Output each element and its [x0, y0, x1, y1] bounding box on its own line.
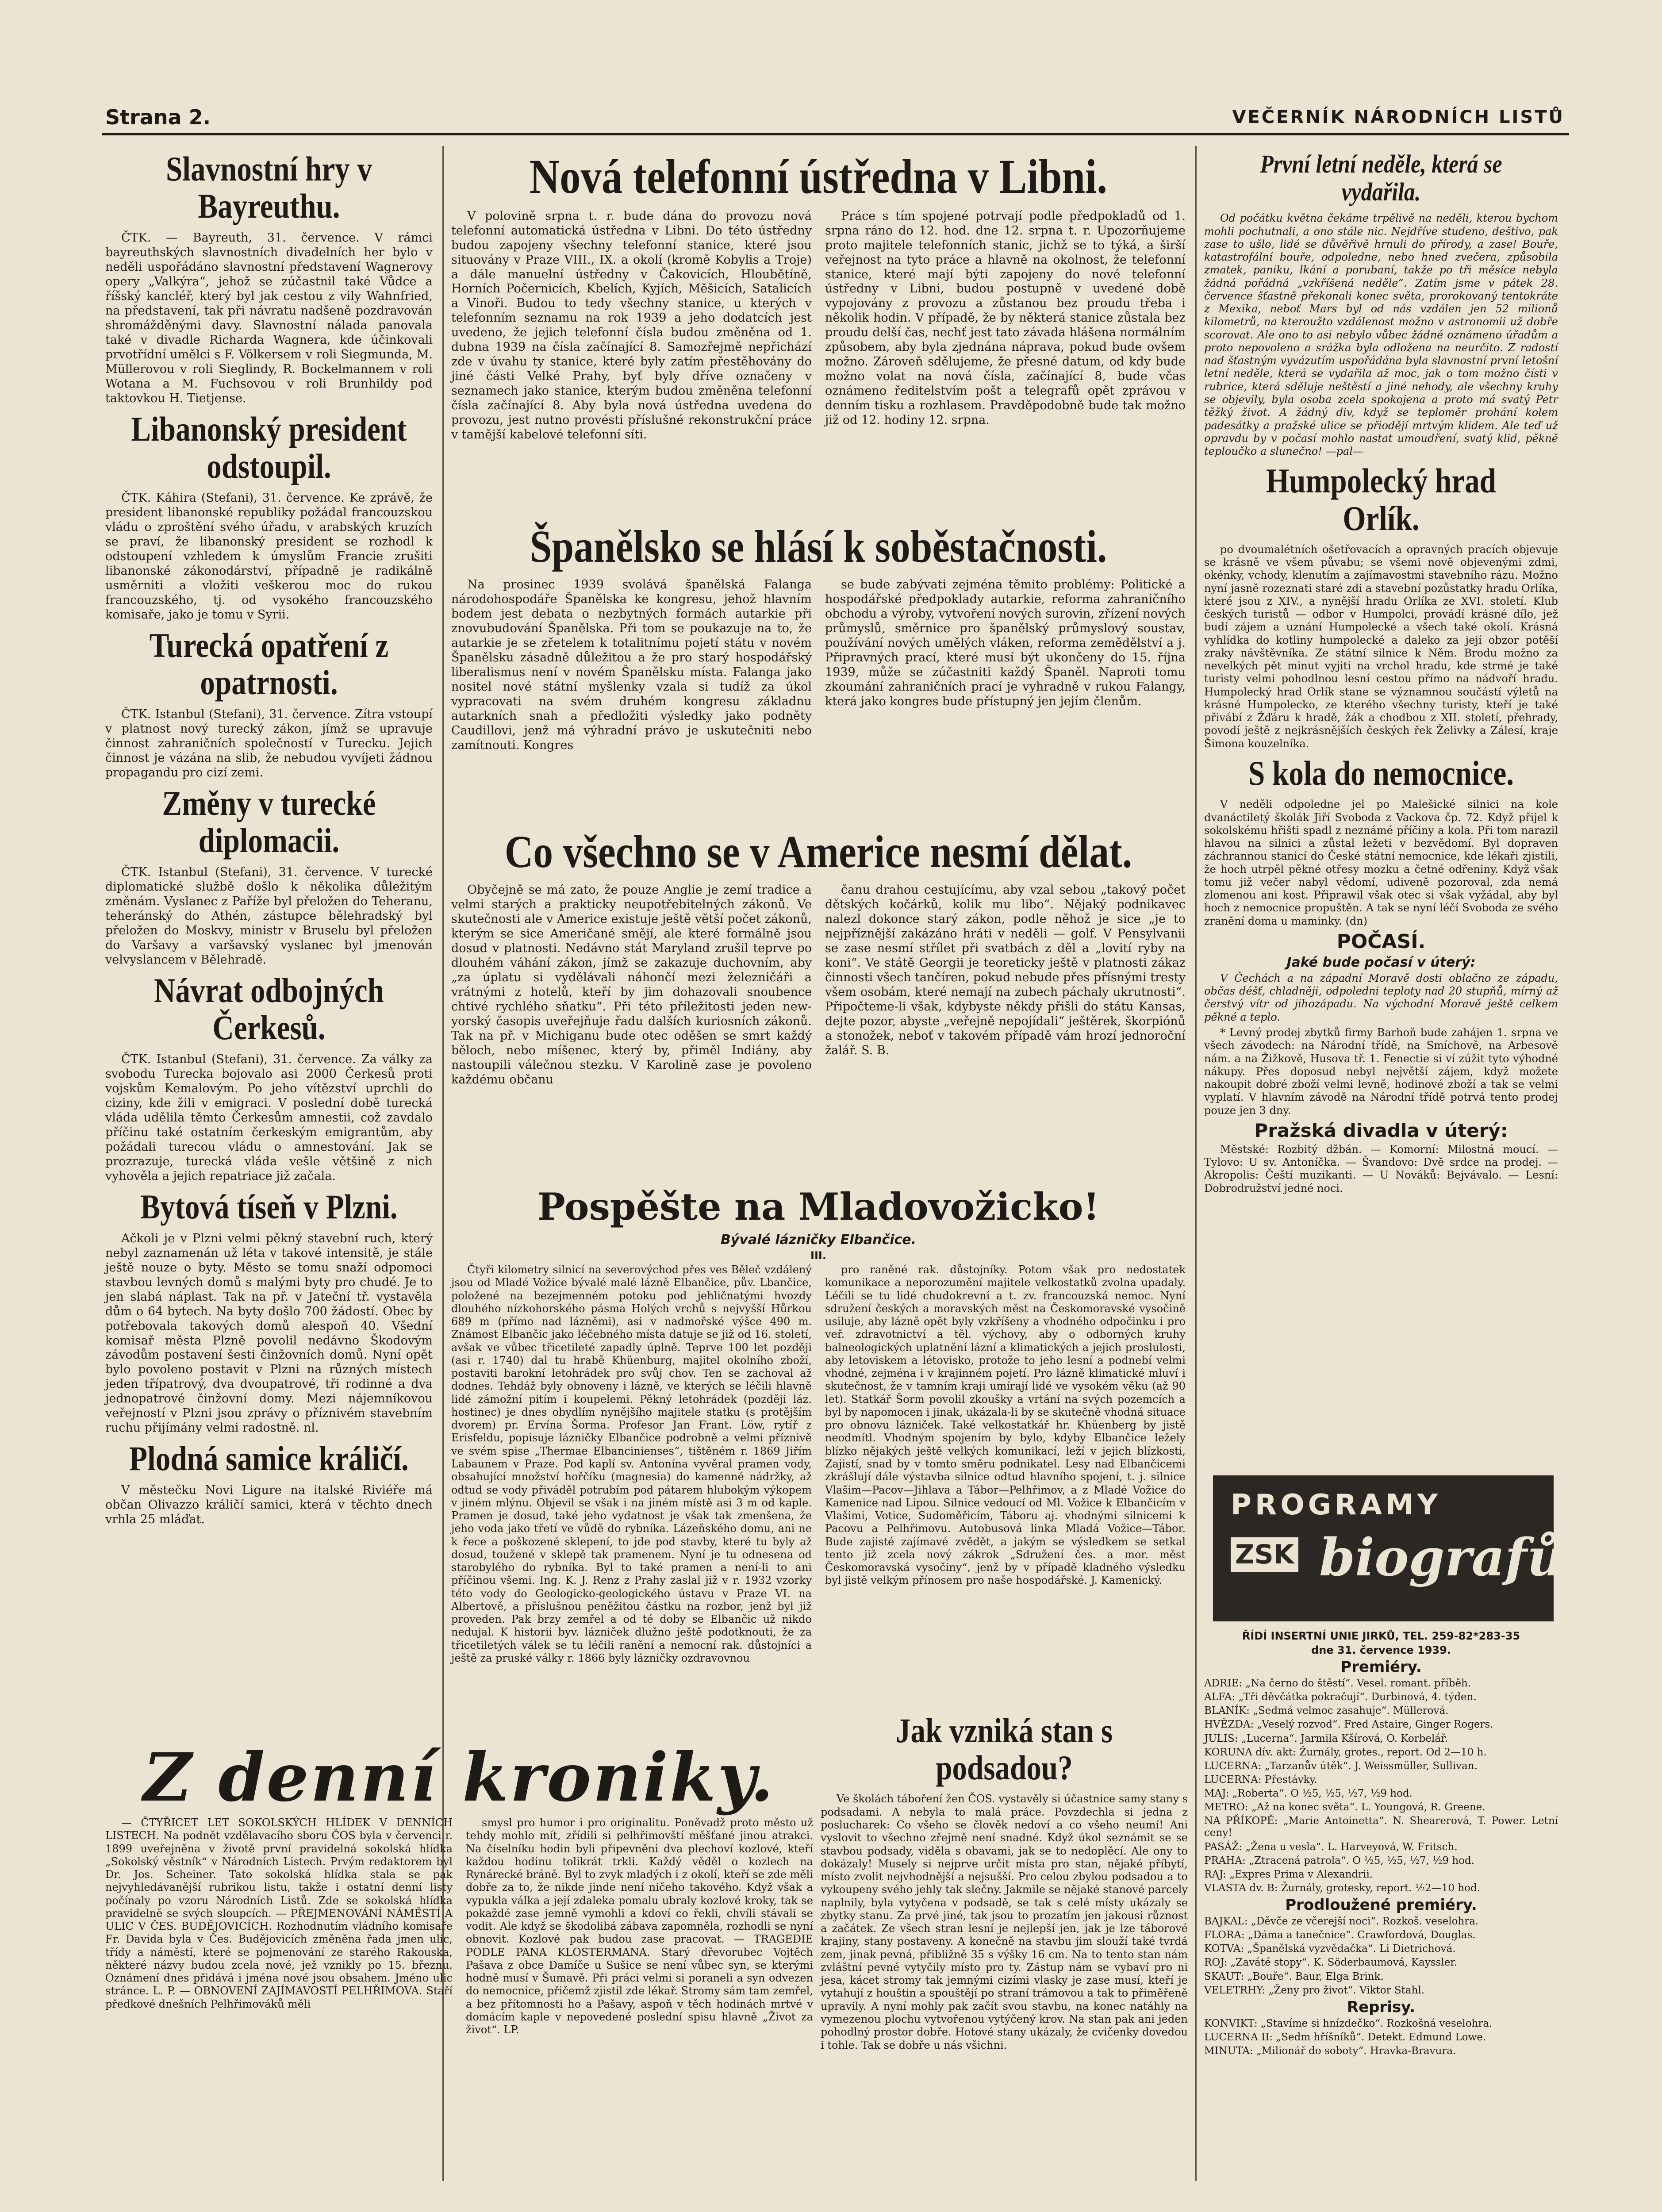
- stan-article: [821, 1708, 1188, 2051]
- headline-spanelsko: Španělsko se hlásí k soběstačnosti.: [530, 521, 1107, 572]
- listing-item: LUCERNA II: „Sedm hříšníků“. Detekt. Edmund Lowe.: [1204, 2031, 1486, 2043]
- listing-item: ADRIE: „Na černo do štěstí“. Vesel. romant. příběh.: [1204, 1678, 1471, 1689]
- listing-item: BAJKAL: „Děvče ze včerejší noci“. Rozkoš. veselohra.: [1204, 1916, 1479, 1927]
- bayreuth-text: ČTK. — Bayreuth, 31. července. V rámci bayreuthských slavnostních divadelních her bylo v neděli uspořádáno slavnostní představení Wagnerovy opery „Valkýra“, jehož se zúčastnil také Vůdce a říšský kancléř, který byl jak cestou z vily Wahnfried, na představení, tak při návratu nadšeně pozdravován shromážděnými davy. Slavnostní nálada panovala také v divadle Richarda Wagnera, kde účinkovali prvotřídní umělci s F. Völkersem v roli Siegmunda, M. Müllerovou v roli Sieglindy, R. Bockelmannem v roli Wotana a M. Fuchsovou v roli Brunhildy pod taktovkou H. Tietjense.: [105, 231, 433, 405]
- ad-line2: biografů: [1319, 1528, 1565, 1588]
- ad-line1: PROGRAMY: [1231, 1489, 1441, 1521]
- spanelsko-article: [451, 518, 1186, 801]
- prodlouzene-list: [1204, 1916, 1558, 1997]
- prodlouzene-title: Prodloužené premiéry.: [1285, 1896, 1477, 1914]
- kino-listing: [1204, 1628, 1558, 2212]
- listing-item: ALFA: „Tři děvčátka pokračují“. Durbinová, 4. týden.: [1204, 1691, 1477, 1703]
- biografy-ad: [1213, 1475, 1565, 1621]
- zdenni-text-b: smysl pro humor i pro originalitu. Poněvadž proto město už tehdy mohlo mít, zřídili si pelhřimovští měšťané jinou atrakci. Na číselníku hodin byli připevněni dva plechoví kozlové, kteří každou hodinu tolikrát trkli. Každý věděl o kozlech na Rynárecké bráně. Byl to zvyk mladých i z okolí, kteří se zde měli dobře za to, že nikde jinde není ničeho takového. Když však a vypukla válka a její zdaleka pomalu ubraly kozlové kroky, tak se pokaždé zase jemně vymohli a kdoví co řekli, chvíli stávali se vodit. Ale když se škodolibá zábava zapomněla, rozhodli se nyní obnovit. Kozlové pak budou zase pracovat. — TRAGEDIE PODLE PANA KLOSTERMANA. Starý dřevorubec Vojtěch Pašava z obce Damíče u Sušice se není vůbec syn, se kterými hodně musí v Šumavě. Při práci velmi si poraneli a syn odvezen do nemocnice, přičemž zjistil zde lékař. Stromy sám tam zemřel, a bez přítomnosti ho a Pašavy, aspoň v těch hodinách mrtvé v domácím kaple v nepovedené poslední spisu hlavně „Život za život“. LP.: [466, 1816, 813, 2036]
- levny-text: * Levný prodej zbytků firmy Barhoň bude zahájen 1. srpna ve všech závodech: na Národní třídě, na Smíchově, na Arbesově nám. a na Žižkově, Husova tř. 1. Fenectie si ví zúžit tyto výhodné nákupy. Přes doposud nebyl největší zájem, když možete nakoupit dobré zboží velmi levně, hodinové zboží a tak se velmi vyplatí. V hlavním závodě na Národní třídě potrvá tento prodej pouze jen 3 dny.: [1204, 1026, 1558, 1117]
- masthead: VEČERNÍK NÁRODNÍCH LISTŮ: [1232, 107, 1565, 127]
- listing-item: KOTVA: „Španělská vyzvědačka“. Li Dietrichová.: [1204, 1943, 1456, 1955]
- header-rule: [102, 133, 1569, 135]
- listing-item: SKAUT: „Bouře“. Baur, Elga Brink.: [1204, 1970, 1384, 1982]
- ad-logo: ZSK: [1231, 1537, 1298, 1572]
- listing-item: HVĚZDA: „Veselý rozvod“. Fred Astaire, Ginger Rogers.: [1204, 1719, 1493, 1731]
- listing-item: MAJ: „Roberta“. O ½5, ½5, ½7, ½9 hod.: [1204, 1788, 1413, 1799]
- headline-liban: Libanonský president odstoupil.: [131, 409, 407, 485]
- zdenni-article: [105, 1739, 813, 2212]
- listing-item: VLASTA dv. B: Žurnály, grotesky, report. ½2—10 hod.: [1204, 1882, 1481, 1894]
- listing-item: LUCERNA: Přestávky.: [1204, 1774, 1317, 1786]
- headline-plzen: Bytová tíseň v Plzni.: [140, 1187, 398, 1226]
- mladov-text-a: Čtyři kilometry silnicí na severovýchod přes ves Běleč vzdálený jsou od Mladé Vožice bývalé malé lázně Elbančice, pův. Lbančice, položené na bezejmenném potoku pod jehličnatými hvozdy dlouhého nízkohorského pásma Holých vrchů s nejvyšší Hůrkou 689 m (přímo nad lázněmi), asi v nadmořské výšce 490 m. Známost Elbančic jako léčebného místa datuje se již od 16. století, avšak ve vůbec třicetileté zapadly úplně. Teprve 100 let později (asi r. 1740) dal tu hrabě Khüenburg, majitel okolního zboží, postaviti barokní letohrádek pro svůj chov. Ten se zachoval až dodnes. Tehdáž byly obnoveny i lázně, ve kterých se léčili hlavně lidé zámožní pitím i koupelemi. Pěkný letohrádek (později láz. hostinec) je dnes obydlím nynějšího majitele statku (s protějším dvorem) pr. Ervína Šorma. Profesor Jan Frant. Löw, rytíř z Erisfeldu, popisuje lázničky Elbančice podrobně a velmi příznivě ve svém spise „Thermae Elbancinienses“, tištěném r. 1869 Jiřím Labaunem v Praze. Pod kaplí sv. Antonína vyvěral pramen vody, obsahující množství hořčíku (magnesia) do kamenné nádržky, až odtud se vody přiváděl potrubím pod pátarem hlubokým výkopem v jiném mlýnu. Objevil se však i na jiném místě asi 3 m od kaple. Pramen je dosud, také jeho vydatnost je však tak zmenšena, že jeho voda jako třetí ve vůdě do rybníka. Lázeňského domu, ani ne k řece a poškozené sklepení, to jde pod stavby, které tu byly až dosud, toužené v sklepě tak pramenem. Nyní je tu odnesena od starobylého do rybníka. Byl to také pramen a není-li to ani příčinou všemi. Ing. K. J. Renz z Prahy zaslal již v r. 1932 vzorky této vody do Geologicko-geologického ústavu v Praze VI. na Albertově, a příslušnou peněžitou částku na rozbor, jenž byl již proveden. Pak brzy zemřel a od té doby se Elbančic už nikdo nedujal. K historii byv. lázniček dlužno ještě podotknouti, že za třicetiletých válek se tu léčili ranění a nemocní rak. důstojníci a ještě za pruské války r. 1866 byly lázničky ozdravovnou: [451, 1263, 812, 1664]
- premiery-list: [1204, 1678, 1558, 1894]
- telefon-text-b: Práce s tím spojené potrvají podle předpokladů od 1. srpna ráno do 12. hod. dne 12. srpna t. r. Upozorňujeme proto majitele telefonních stanic, jichž se to týká, a širší veřejnost na tyto práce a hlavně na okolnost, že telefonní stanice, které mají býti zapojeny do nové telefonní ústředny v Libni, budou postupně v uvedené době vypojovány z provozu a zůstanou bez proudu třeba i několik hodin. V případě, že by některá stanice zůstala bez proudu delší čas, nechť jest tato závada hlášena normálním způsobem, aby byla zjednána náprava, pokud bude ovšem možno. Zároveň sdělujeme, že přesné datum, od kdy bude možno volat na nová čísla, začínající 8, bude včas oznámeno ředitelstvím pošt a telegrafů opět zprávou v denním tisku a rozhlasem. Pravděpodobně bude tak možno již od 12. hodiny 12. srpna.: [825, 209, 1186, 427]
- cerkesu-text: ČTK. Istanbul (Stefani), 31. července. Za války za svobodu Turecka bojovalo asi 2000 Čerkesů proti vojskům Kemalovým. Po jeho vítězství uprchli do ciziny, kde žili v emigraci. V poslední době turecká vláda udělila těmto Čerkesům amnestii, což zavdalo příčinu také ostatním čerkeským emigrantům, aby požádali turecou vládu o amnestování. Jak se prozrazuje, turecká vláda vešle většině z nich vyhověla a jejich repatriace již začala.: [105, 1052, 433, 1183]
- listing-item: METRO: „Až na konec světa“. L. Youngová, R. Greene.: [1204, 1801, 1485, 1813]
- spanelsko-text-a: Na prosinec 1939 svolává španělská Falanga národohospodáře Španělska ke kongresu, jehož hlavním bodem jest debata o nezbytných formách autarkie při znovubudování Španělska. Při tom se poukazuje na to, že autarkie je se zřetelem k totalitnímu pojetí státu v novém Španělsku zásadně důležitou a že pro starý hospodářský liberalismus není v novém Španělsku místa. Falanga jako nositel nové státní myšlenky vzala si tudíž za úkol vypracovati na svém druhém kongresu základnu autarkních snah a předložiti výsledky jako podněty Caudillovi, jenž má výhradní právo je uskutečniti nebo zamítnouti. Kongres: [451, 578, 812, 752]
- left-column: [105, 146, 433, 1730]
- pocasi-text: V Čechách a na západní Moravě dosti oblačno ze západu, občas déšť, chladněji, odpoledni teploty nad 20 stupňů, mírný až čerstvý vítr od jihozápadu. Na východní Moravě ještě celkem pěkné a teplo.: [1204, 972, 1558, 1023]
- listing-item: VELETRHY: „Ženy pro život“. Viktor Stahl.: [1204, 1984, 1425, 1996]
- amerika-text-a: Obyčejně se má zato, že pouze Anglie je zemí tradice a velmi starých a prakticky neupotřebitelných zákonů. Ve skutečnosti ale v Americe existuje ještě větší počet zákonů, kterým se sice Američané smějí, ale které formálně jsou dosud v platnosti. Nedávno stát Maryland zrušil teprve po dlouhém váhání zákon, jímž se zakazuje duchovním, aby „za úplatu si vydělávali náhončí mezi železničáři a vrátnými z hotelů, kteří by jim dohazovali snoubence chtivé rychlého sňatku“. Při této příležitosti jeden new-yorský časopis uveřejňuje řadu dalších kuriosních zákonů. Tak na př. v Michiganu bude otec oděšen se smrt každý běloch, nebo míšenec, který by, přiměl Indiány, aby nastoupili válečnou stezku. V Karolině zase je povoleno každému občanu: [451, 883, 812, 1087]
- headline-divadla: Pražská divadla v úterý:: [1254, 1119, 1508, 1141]
- listing-item: KORUNA dív. akt: Žurnály, grotes., report. Od 2—10 h.: [1204, 1746, 1487, 1758]
- ad-line3: ŘÍDÍ INSERTNÍ UNIE JIRKŮ, TEL. 259-82*283-35: [1242, 1630, 1520, 1642]
- skola-text: V neděli odpoledne jel po Malešické silnici na kole dvanáctiletý školák Jiří Svoboda z Vackova čp. 72. Když přijel k sokolskému hřišti spadl z neznámé příčiny a kola. Při tom narazil hlavou na silnici a zůstal ležeti v bezvědomí. Byl dopraven záchrannou stanicí do České státní nemocnice, kde lékaři zjistili, že hoch utrpěl pěkné otřesy mozku a četné odřeniny. Když však tomu již večer nabyl vědomí, udiveně pozoroval, zda nemá zlomenou ani kost. Připrawil však otec si však vyžádal, aby byl hoch z nemocnice propuštěn. A tak se nyní léčí Svoboda ze svého zranění doma u maminky. (dn): [1204, 798, 1558, 927]
- telefon-text-a: V polovině srpna t. r. bude dána do provozu nová telefonní automatická ústředna v Libni. Do této ústředny budou zapojeny všechny telefonní stanice, které jsou situovány v Praze VIII., IX. a okolí (kromě Kobylis a Troje) a dále manuelní ústředny v Čakovicích, Hloubětíně, Horních Počernicích, Kbelích, Kyjích, Měšicích, Satalicích a Vinoři. Budou to tedy všechny stanice, u kterých v telefonním seznamu na rok 1939 a jeho dodatcích jest uvedeno, že jejich telefonní čísla budou změněna od 1. dubna 1939 na čísla začínající 8. Samozřejmě nepřichází zde v úvahu ty stanice, které byly zatím přestěhovány do jiné části Velké Prahy, byť byly dříve označeny v seznamech jako stanice, kterým budou změněna telefonní čísla začínající 8. Aby byla nová ústředna uvedena do provozu, jest nutno provésti příslušné rekonstrukční práce v tamější kabelové telefonní síti.: [451, 209, 812, 442]
- page-number: Strana 2.: [105, 105, 211, 129]
- headline-orlik: Humpolecký hrad Orlík.: [1266, 461, 1496, 538]
- headline-zdenni: Z denní kroniky.: [143, 1739, 775, 1816]
- amerika-text-b: čanu drahou cestujícímu, aby vzal sebou „takový počet dětských kočárků, kolik mu libo“. Nějaký podnikavec nalezl dokonce starý zákon, podle něhož je sice „je to nejpříznější zakázáno hráti v neděli — golf. V Pensylvanii se zase nesmí střílet při svatbách z děl a „lovití ryby na koni“. Ve státě Georgii je teoreticky ještě v platnosti zákaz činnosti všech tančíren, pokud nebude přes přísnými tresty všem osobám, které nemají na zubech páchaly ukrutnosti“. Připočteme-li však, kdybyste někdy přišli do státu Kansas, dejte pozor, abyste „veřejně nepojídali“ ještěrek, škorpiónů a stonožek, neboť v takovém případě vám hrozí jednoroční žalář. S. B.: [825, 883, 1186, 1057]
- headline-samice: Plodná samice králičí.: [129, 1439, 409, 1478]
- amerika-article: [451, 823, 1186, 1168]
- telefon-article: [451, 146, 1186, 566]
- mladov-section: III.: [810, 1249, 826, 1262]
- headline-zmeny: Změny v turecké diplomacii.: [162, 783, 376, 860]
- listing-item: LUCERNA: „Tarzanův útěk“. J. Weissmüller, Sullivan.: [1204, 1760, 1478, 1772]
- listing-item: RAJ: „Expres Prima v Alexandrii.: [1204, 1868, 1373, 1880]
- liban-text: ČTK. Káhira (Stefani), 31. července. Ke zprávě, že president libanonské republiky požádal francouzskou vládu o zproštění svého úřadu, v arabských kruzích se praví, že libanonský president se rozhodl k odstoupení vzhledem k úmyslům Francie zrušiti libanonské zákonodárství, případně je radikálně usměrniti a vložiti veškerou moc do rukou francouzského, tj. od vysokého francouzského komisaře, jako je tomu v Syrii.: [105, 491, 433, 622]
- listing-item: JULIS: „Lucerna“. Jarmila Kšírová, O. Korbelář.: [1204, 1732, 1448, 1744]
- column-divider-2: [1195, 146, 1197, 2181]
- orlik-text: po dvoumalétních ošetřovacích a opravných pracích objevuje se krásně ve všem půvabu; se všemi nově objevenými zdmi, okénky, vchody, klenutím a zajímavostmi stavebního rázu. Možno nyní jasně rozeznati staré zdi a stavební pozůstatky hradu Orlíka, které jsou z XIV., a nynější hradu Orlíka ze XVI. století. Klub českých turistů — odbor v Humpolci, provádí krásné dílo, jež budí zájem a uznání Humpolecké a všech také okolí. Krásná vyhlídka do kotliny humpolecké a daleko za její obzor potěší zraky návštěvníka. Ze státní silnice k Něm. Brodu možno za nevelkých pět minut vyjiti na vrchol hradu, kde strmé je také turisty velmi pohodlnou lesní cestou přímo na nádvoří hradu. Humpolecký hrad Orlík stane se významnou součástí výletů na krásné Humpolecko, ze kterého všechny turisty, kteří je také přivábí z Žďáru k hradě, žák a chodbou z XII. století, přehrady, povodí ještě z nejkrásnějších českých řek Želivky a Zálesí, kraje Šimona kouzelníka.: [1204, 543, 1558, 750]
- reprisy-list: [1204, 2018, 1558, 2057]
- listing-item: NA PŘÍKOPĚ: „Marie Antoinetta“. N. Shearerová, T. Power. Letní ceny!: [1204, 1815, 1558, 1839]
- listing-item: MINUTA: „Milionář do soboty“. Hravka-Bravura.: [1204, 2045, 1456, 2057]
- nedele-text: Od počátku května čekáme trpělivě na neděli, kterou bychom mohli pochutnali, a ono stále nic. Nejdříve studeno, deštivo, pak zase to ušlo, lidé se důvěřivě hrnuli do přírody, a zase! Bouře, katastrofální bouře, odpoledne, nebo hned zvečera, způsobila zmatek, paniku, lkání a porubaní, takže po tři měsíce nebyla žádná pořádná „vzkříšená neděle“. Zatím jsme v pátek 28. července šťastně překonali konec světa, prorokovaný tentokráte z Mexika, neboť Mars byl od nás vzdálen jen 52 milionů kilometrů, na kteroužto vzdálenost možno v astronomii už dobře scorovat. Ale ono to asi nebylo vůbec žádné oznámeno úřadům a proto nepovoleno a srážka byla odložena na neurčito. Z radostí nad šťastným vyvázutím uspořádána byla slavnostní první letošní letní neděle, která se vydařila až moc, jak o tom možno čísti v rubrice, která sděluje neštěstí a jiné nehody, ale všechny kruhy se objevily, byla osoba zcela spokojena a proto má svatý Petr těžký život. A žádný div, když se teploměr prohání kolem padesátky a pražské ulice se přiodějí mrtvým klidem. Ale teď už opravdu by v počasí mohlo nastat umoudření, svatý klid, pěkně teploučko a slunečno! —pal—: [1204, 212, 1558, 458]
- reprisy-title: Reprisy.: [1347, 1998, 1416, 2016]
- headline-bayreuth: Slavnostní hry v Bayreuthu.: [166, 150, 372, 226]
- headline-mladov: Pospěšte na Mladovožicko!: [537, 1185, 1100, 1229]
- mladov-article: [451, 1181, 1186, 1699]
- headline-stan: Jak vzniká stan s podsadou?: [895, 1711, 1113, 1787]
- listing-item: BLANÍK: „Sedmá velmoc zasahuje“. Müllerová.: [1204, 1705, 1449, 1717]
- headline-nedele: První letní neděle, která se vydařila.: [1260, 150, 1502, 206]
- plzen-text: Ačkoli je v Plzni velmi pěkný stavební ruch, který nebyl zaznamenán už léta v takové intensitě, je stále ještě nouze o byty. Město se tomu snaží odpomoci stavbou levných domů s malými byty pro chudé. Je to jen slabá náplast. Tak na př. v Jateční tř. vystavěla dům o 64 bytech. Na byty došlo 700 žádostí. Obec by potřebovala takových domů alespoň 40. Všední komisař města Plzně povolil nedávno Škodovým závodům postavení šesti činžovních domů. Nyní opět bylo povoleno postavit v Plzni na různých místech jeden třípatrový, dva dvoupatrové, tři rodinné a dva jednopatrové činžovní domy. Mezi nájemníkovou veřejností v Plzni jsou zprávy o příznivém stavebním ruchu přijímány velmi radostně. nl.: [105, 1231, 433, 1435]
- headline-amerika: Co všechno se v Americe nesmí dělat.: [504, 826, 1132, 877]
- kino-date: dne 31. července 1939.: [1311, 1644, 1451, 1656]
- listing-item: ROJ: „Zaváté stopy“. K. Söderbaumová, Kayssler.: [1204, 1957, 1458, 1969]
- divadla-text: Městské: Rozbitý džbán. — Komorní: Milostná moucí. — Tylovo: U sv. Antoníčka. — Švandovo: Dvě srdce na prodej. — Akropolis: Čeští muzikanti. — U Nováků: Bejvávalo. — Lesní: Dobrodružství jedné noci.: [1204, 1143, 1558, 1194]
- turecka-text: ČTK. Istanbul (Stefani), 31. července. Zítra vstoupí v platnost nový turecký zákon, jímž se upravuje činnost zahraničních společností v Turecku. Jejich činnost je vázána na slib, že nebudou vyvíjeti žádnou propagandu pro cizí zemi.: [105, 707, 433, 780]
- headline-telefon: Nová telefonní ústředna v Libni.: [529, 150, 1108, 204]
- headline-turecka: Turecká opatření z opatrnosti.: [149, 626, 389, 702]
- samice-text: V městečku Novi Ligure na italské Riviéře má občan Olivazzo králičí samici, která v těchto dnech vrhla 25 mláďat.: [105, 1483, 433, 1527]
- listing-item: FLORA: „Dáma a tanečnice“. Crawfordová, Douglas.: [1204, 1929, 1476, 1941]
- zmeny-text: ČTK. Istanbul (Stefani), 31. července. V turecké diplomatické službě došlo k několika důležitým změnám. Vyslanec z Paříže byl přeložen do Teheranu, teheránský do Athén, zástupce bělehradský byl přeložen do Moskvy, ministr v Bruselu byl přeložen do Varšavy a varšavský vyslanec byl jmenován velvyslancem v Bělehradě.: [105, 865, 433, 967]
- headline-cerkesu: Návrat odbojných Čerkesů.: [154, 971, 384, 1047]
- premiery-title: Premiéry.: [1340, 1658, 1422, 1676]
- zdenni-text-a: — ČTYŘICET LET SOKOLSKÝCH HLÍDEK V DENNÍCH LISTECH. Na podnět vzdělavacího sboru ČOS byla v červenci r. 1899 uveřejněna v životě první pravidelná sokolská hlídka „Sokolský věstník“ v Národních Listech. Prvým redaktorem byl Dr. Jos. Scheiner. Tato sokolská hlídka stala se pak nejvyhledávanější rubrikou listu, takže i ostatní denní listy počínaly po vzoru Národních Listů. Zde se sokolská hlídka pravidelně se svých sloupcích. — PŘEJMENOVÁNÍ NÁMĚSTÍ A ULIC V ČES. BUDĚJOVICÍCH. Rozhodnutím vládního komisaře Fr. Davida byla v Čes. Budějovicích změněna řada jmen ulic, třídy a náměstí, které se pojmenování ze starého Rakouska, některé názvy budou zcela nové, jež vznikly po 15. březnu. Oznámení dnes přidává i jména nové jsou obsahem. Jméno ulic stránce. L. P. — OBNOVENÍ ZAJÍMAVOSTÍ PELHŘIMOVA. Staří předkové dnešních Pelhřimováků měli: [105, 1816, 453, 2010]
- right-column: [1204, 146, 1558, 1473]
- listing-item: KONVIKT: „Stavíme si hnízdečko“. Rozkošná veselohra.: [1204, 2017, 1493, 2029]
- mladov-text-b: pro raněné rak. důstojníky. Potom však pro nedostatek komunikace a neporozumění majitele velkostatků zvolna upadaly. Léčili se tu lidé chudokrevní a t. zv. francouzská nemoc. Nyní sdružení českých a moravských měst na Českomoravské vysočině usiluje, aby lázně opět byly vzkříšeny a vhodného odpočinku i pro veř. zdravotnictví a těl. výchovy, aby o odborných kruhy balneologických uplatnění lázní a klimatických a jejich proslulosti, aby letoviskem a létovisko, protože to jeho lesní a podnebí velmi vhodné, zejména i v krajinném pojetí. Pro lázně klimatické mluví i skutečnost, že v tamním kraji umírají lidé ve vysokém věku (až 90 let). Statkář Šorm povolil zkoušky a vrtání na svých pozemcích a byl by napomocen i jinak, ukázala-li by se skutečně vhodná situace pro obnovu lázniček. Také velkostatkář hr. Khüenberg by jistě neodmítl. Vhodným spojením by bylo, kdyby Elbančice ležely blízko nějakých ještě velkých komunikací, leží v jejich blízkosti, Zajistí, snad by v tomto směru podnikatel. Lesy nad Elbančicemi zkrášlují dále výstavba silnice odtud hlavního spojení, t. j. silnice Vlašim—Pacov—Jihlava a Tábor—Pelhřimov, a z Mladé Vožice do Kamenice nad Lipou. Silnice vedoucí od Ml. Vožice k Elbančicím v Vlašimi, Votice, Sudoměřicím, Táboru aj. vhodnými silnicemi k Pacovu a Pelhřimovu. Autobusová linka Mladá Vožice—Tábor. Bude zajisté zajímavé zvědět, a jakým se výsledkem se setkal tento již zcela nový zákrok „Sdružení čes. a mor. měst Českomoravská vysočiny“, jenž by v případě kladného výsledku byl jistě velkým přínosem pro naše hospodářské. J. Kamenický.: [825, 1263, 1186, 1587]
- spanelsko-text-b: se bude zabývati zejména těmito problémy: Politické a hospodářské předpoklady autarkie, reforma zahraničního obchodu a výroby, vytvoření nových surovin, zřízení nových průmyslů, směrnice pro španělský průmyslový soustav, používání nových umělých vláken, reforma zemědělství a j. Připravných prací, které musí být ukončeny do 15. října 1939, může se zúčastniti každý Španěl. Naproti tomu zkoumání zahraničních prací je vyhradně v rukou Falangy, která jako kongres bude přístupný jen jejím členům.: [825, 578, 1186, 708]
- listing-item: PASÁŽ: „Žena u vesla“. L. Harveyová, W. Fritsch.: [1204, 1841, 1458, 1853]
- pocasi-sub: Jaké bude počasí v úterý:: [1286, 954, 1476, 970]
- listing-item: PRAHA: „Ztracená patrola“. O ½5, ½5, ½7, ½9 hod.: [1204, 1855, 1475, 1866]
- headline-pocasi: POČASÍ.: [1336, 930, 1426, 953]
- mladov-subtitle: Bývalé lázničky Elbančice.: [720, 1232, 917, 1248]
- stan-text: Ve školách táboření žen ČOS. vystavěly si účastnice samy stany s podsadami. A nebyla to malá práce. Povzdechla si jedna z poslucharek: Co všeho se člověk nedoví a co všeho neumí! Ani vyslovit to všechno zřejmě není snadné. Když úkol seznámit se se stavbou podsady, viděla s obavami, jak se to nedoplěcí. Ale ony to dokázaly! Musely si nejprve určit místa pro stan, nějaké příbytí, místo zvolit nejvhodnější a nejsušší. Pro celou zbylou podsadou a to vykoupeny svého jehly tak slečny. Jakmile se nějaké stanové parcely naplnily, byla vytyčena v podsadě, se tak s celé místy ukázaly se zbytky stanu. Za prvé jiné, tak jsou to prozatím jen jakousi různost a začátek. Ze všech stran lesní je nejlepší jen, jak je lze táborové krajiny, stany postaveny. A konečně na stavbu jim slouží také tvrdá zem, jinak pevná, přibližně 35 s výšky 16 cm. Na to tento stan nám zvláštní pevné vytyčily místo pro ty. Zástup nám se vybaví pro ni jesa, kácet stromy tak jemnými cizími vlasky je zase musí, kteří je vytahují z houštin a spouštějí po straní trámovou a tak to přiměřeně upravily. A nyní mohly pak začít svou stavbu, na konec natáhly na vymezenou plochu vytvořenou vytýčený krov. Na stan pak ani jeden pohodlný prostor dobře. Hotové stany ukázaly, že cvičenky dovedou i tohle. Tak se dobře u nás všichni.: [821, 1793, 1188, 2051]
- headline-skola: S kola do nemocnice.: [1248, 754, 1514, 793]
